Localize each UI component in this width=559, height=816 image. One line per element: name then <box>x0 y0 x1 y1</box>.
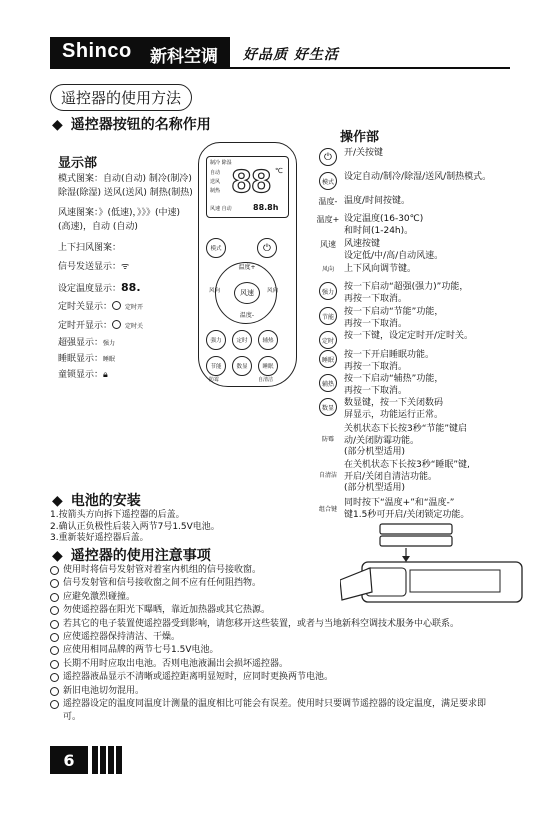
lcd-digits: 88 <box>231 165 271 200</box>
battery-heading-text: 电池的安装 <box>70 493 141 509</box>
off-timer-tag: 定时开 <box>125 304 144 311</box>
signal-label: 信号发送显示： <box>58 262 122 272</box>
fan-line2: (高速)，自动 (自动) <box>58 222 138 232</box>
strong-label: 超强显示： <box>58 338 104 348</box>
display-mode-row <box>58 174 192 186</box>
display-icon: 数显 <box>319 398 337 416</box>
temp-up-button[interactable]: 温度+ <box>238 264 256 271</box>
battery-step: 1.按箭头方向拆下遥控器的后盖。 <box>50 510 185 520</box>
remote-lcd <box>206 156 289 218</box>
lcd-mode: 送风 <box>210 179 221 185</box>
mode-label: 模式图案： <box>58 174 104 184</box>
bullet-icon <box>50 606 59 615</box>
note-text: 使用时将信号发射管对着室内机组的信号接收窗。 <box>63 565 262 575</box>
bullet-icon <box>50 620 59 629</box>
note-item <box>50 698 490 725</box>
off-timer-row <box>58 301 143 314</box>
temp-down-icon: 温度- <box>318 197 338 206</box>
footer-bar <box>108 746 114 774</box>
lcd-left-modes <box>210 169 220 196</box>
timer-icon: 定时 <box>319 331 337 349</box>
note-item <box>50 564 490 577</box>
note-item <box>50 631 490 644</box>
footer-bar <box>116 746 122 774</box>
op-item <box>316 214 516 237</box>
op-item <box>316 239 516 262</box>
op-text: 按一下键，设定定时开/定时关。 <box>344 331 474 341</box>
sleep-row <box>58 354 115 366</box>
op-text: 按一下启动“节能”功能， 再按一下取消。 <box>344 307 444 329</box>
page-number: 6 <box>50 746 88 774</box>
note-text: 勿使遥控器在阳光下曝晒，靠近加热器或其它热源。 <box>63 605 271 616</box>
power-button[interactable]: ⏻ <box>257 238 277 258</box>
notes-list <box>50 564 490 725</box>
clock-icon <box>112 301 121 310</box>
op-text: 按一下开启睡眠功能。 再按一下取消。 <box>344 350 435 372</box>
combo-key-icon: 组合键 <box>318 506 337 513</box>
note-item <box>50 591 490 604</box>
battery-step: 3.重新装好遥控器后盖。 <box>50 533 149 544</box>
bullet-icon <box>50 687 59 696</box>
op-item <box>316 172 516 190</box>
lcd-mode: 自动 <box>210 170 221 176</box>
op-item <box>316 331 516 349</box>
power-icon: ⏻ <box>319 148 337 166</box>
op-text: 风速按键 设定低/中/高/自动风速。 <box>344 239 444 261</box>
display-fan-row <box>58 208 180 220</box>
on-timer-tag: 定时关 <box>125 323 144 330</box>
aux-heat-icon: 辅热 <box>319 374 337 392</box>
diamond-icon: ◆ <box>52 117 63 133</box>
op-text: 在关机状态下长按3秒“睡眠”键, 开启/关闭自清洁功能。 (部分机型适用) <box>344 460 470 494</box>
display-title: 显示部 <box>58 156 98 171</box>
note-item <box>50 685 490 698</box>
strong-icon: 强力 <box>319 282 337 300</box>
bullet-icon <box>50 673 59 682</box>
op-item <box>316 498 516 521</box>
page-title: 遥控器的使用方法 <box>50 84 192 111</box>
self-clean-label: 自清洁 <box>258 377 274 383</box>
op-item <box>316 307 516 330</box>
note-text: 应避免激烈碰撞。 <box>63 591 136 602</box>
bullet-icon <box>50 566 59 575</box>
lcd-top-modes <box>210 159 232 166</box>
footer-bar <box>100 746 106 774</box>
mode-icon: 模式 <box>319 172 337 190</box>
note-item <box>50 644 490 657</box>
lcd-unit: ℃ <box>275 167 283 175</box>
lcd-bottom: 风速 自动 <box>210 206 232 212</box>
op-text: 设定自动/制冷/除湿/送风/制热模式。 <box>344 172 492 182</box>
op-item <box>316 196 516 208</box>
digits-icon: 88. <box>121 281 141 294</box>
anti-mold-icon: 防霉 <box>321 436 334 443</box>
swing-label: 上下扫风图案： <box>58 243 122 253</box>
lcd-mode: 制冷 <box>210 160 221 166</box>
bullet-icon <box>50 593 59 602</box>
anti-mold-label: 防霉 <box>209 377 220 383</box>
op-item <box>316 264 516 276</box>
header-rule <box>50 67 510 69</box>
mode-button[interactable]: 模式 <box>206 238 226 258</box>
aux-heat-button[interactable]: 辅热 <box>258 330 278 350</box>
op-text: 开/关按键 <box>344 148 384 158</box>
battery-heading <box>52 490 141 510</box>
note-text: 若其它的电子装置使遥控器受到影响，请您移开这些装置，或者与当地新科空调技术服务中心联系。 <box>63 618 460 629</box>
bullet-icon <box>50 700 59 709</box>
lock-row <box>58 370 108 382</box>
note-text: 长期不用时应取出电池。否则电池液漏出会损坏遥控器。 <box>63 658 289 669</box>
buttons-heading-text: 遥控器按钮的名称作用 <box>70 117 211 133</box>
fan-speed-button[interactable]: 风速 <box>234 282 260 304</box>
note-text: 新旧电池切勿混用。 <box>63 685 145 696</box>
op-item <box>316 460 516 495</box>
clock-icon <box>112 320 121 329</box>
signal-row <box>58 262 129 274</box>
diamond-icon: ◆ <box>52 493 63 509</box>
op-item <box>316 424 516 459</box>
note-item <box>50 671 490 684</box>
strong-row <box>58 338 115 350</box>
swing-icon: 风向 <box>321 266 334 273</box>
notes-heading-text: 遥控器的使用注意事项 <box>70 548 211 564</box>
battery-top <box>380 524 452 534</box>
op-text: 数显键，按一下关闭数码 屏显示，功能运行正常。 <box>344 398 444 420</box>
swing-right-button[interactable]: 风向 <box>267 288 279 294</box>
brand-name-cn: 新科空调 <box>150 47 218 66</box>
op-text: 上下风向调节键。 <box>344 264 417 274</box>
lcd-mode: 制热 <box>210 188 221 194</box>
op-item <box>316 148 516 166</box>
op-item <box>316 282 516 305</box>
sleep-label: 睡眠显示： <box>58 354 104 364</box>
sleep-icon: 睡眠 <box>319 350 337 368</box>
mode-line2: 除湿(除湿) 送风(送风) 制热(制热) <box>58 188 193 198</box>
note-text: 应使遥控器保持清洁、干燥。 <box>63 632 181 643</box>
op-item <box>316 350 516 373</box>
note-item <box>50 618 490 631</box>
on-timer-label: 定时开显示： <box>58 321 113 331</box>
note-text: 遥控器液晶显示不清晰或遥控距离明显短时，应同时更换两节电池。 <box>63 672 334 683</box>
op-item <box>316 374 516 397</box>
op-text: 关机状态下长按3秒“节能”键启 动/关闭防霉功能。 (部分机型适用) <box>344 424 468 458</box>
op-text: 按一下启动“辅热”功能， 再按一下取消。 <box>344 374 444 396</box>
diamond-icon: ◆ <box>52 548 63 564</box>
op-text: 同时按下“温度+”和“温度-” 键1.5秒可开启/关闭锁定功能。 <box>344 498 470 520</box>
op-text: 按一下启动“超强(强力)”功能， 再按一下取消。 <box>344 282 469 304</box>
lock-icon: 🔒︎ <box>103 370 108 380</box>
brand-banner <box>50 37 230 67</box>
strong-button[interactable]: 强力 <box>206 330 226 350</box>
slogan: 好品质 好生活 <box>243 47 339 63</box>
buttons-heading <box>52 114 211 134</box>
bullet-icon <box>50 660 59 669</box>
note-item <box>50 577 490 590</box>
display-button[interactable]: 数显 <box>232 356 252 376</box>
footer-bar <box>92 746 98 774</box>
battery-steps <box>50 510 220 545</box>
battery-bottom <box>380 536 452 546</box>
self-clean-icon: 自清洁 <box>318 472 337 479</box>
lock-label: 童锁显示： <box>58 370 104 380</box>
op-item <box>316 398 516 421</box>
operation-title: 操作部 <box>340 130 380 145</box>
notes-heading <box>52 545 211 565</box>
temp-label: 设定温度显示： <box>58 284 122 294</box>
note-item <box>50 658 490 671</box>
note-text: 应使用相同品牌的两节七号1.5V电池。 <box>63 645 219 656</box>
battery-step: 2.确认正负极性后装入两节7号1.5V电池。 <box>50 521 220 532</box>
wifi-icon: ᯤ <box>121 262 130 272</box>
bullet-icon <box>50 646 59 655</box>
mode-line1: 自动(自动) 制冷(制冷) <box>103 174 192 184</box>
fan-label: 风速图案： <box>58 208 99 218</box>
swing-left-button[interactable]: 风向 <box>209 288 221 294</box>
lcd-small-digits: 88.8h <box>253 203 279 212</box>
temp-down-button[interactable]: 温度- <box>239 312 255 319</box>
timer-button[interactable]: 定时 <box>232 330 252 350</box>
temp-row <box>58 281 141 296</box>
eco-button[interactable]: 节能 <box>206 356 226 376</box>
bullet-icon <box>50 579 59 588</box>
note-text: 信号发射管和信号接收窗之间不应有任何阻挡物。 <box>63 578 262 589</box>
fan-line1: 》(低速)，》》》(中速) <box>98 208 181 218</box>
eco-icon: 节能 <box>319 307 337 325</box>
on-timer-row <box>58 320 143 333</box>
sleep-tag: 睡眠 <box>103 356 116 363</box>
temp-up-icon: 温度+ <box>316 215 340 224</box>
op-text: 温度/时间按键。 <box>344 196 411 206</box>
sleep-button[interactable]: 睡眠 <box>258 356 278 376</box>
note-text: 遥控器设定的温度同温度计测量的温度相比可能会有误差。使用时只要调节遥控器的设定温度，满足要求即可。 <box>63 699 487 723</box>
fan-icon: 风速 <box>320 240 336 249</box>
op-text: 设定温度(16-30℃) 和时间(1-24h)。 <box>344 214 424 236</box>
off-timer-label: 定时关显示： <box>58 302 113 312</box>
lcd-mode: 除湿 <box>221 160 232 166</box>
bullet-icon <box>50 633 59 642</box>
strong-tag: 强力 <box>103 340 116 347</box>
note-item <box>50 604 490 617</box>
brand-name-en: Shinco <box>62 40 132 62</box>
